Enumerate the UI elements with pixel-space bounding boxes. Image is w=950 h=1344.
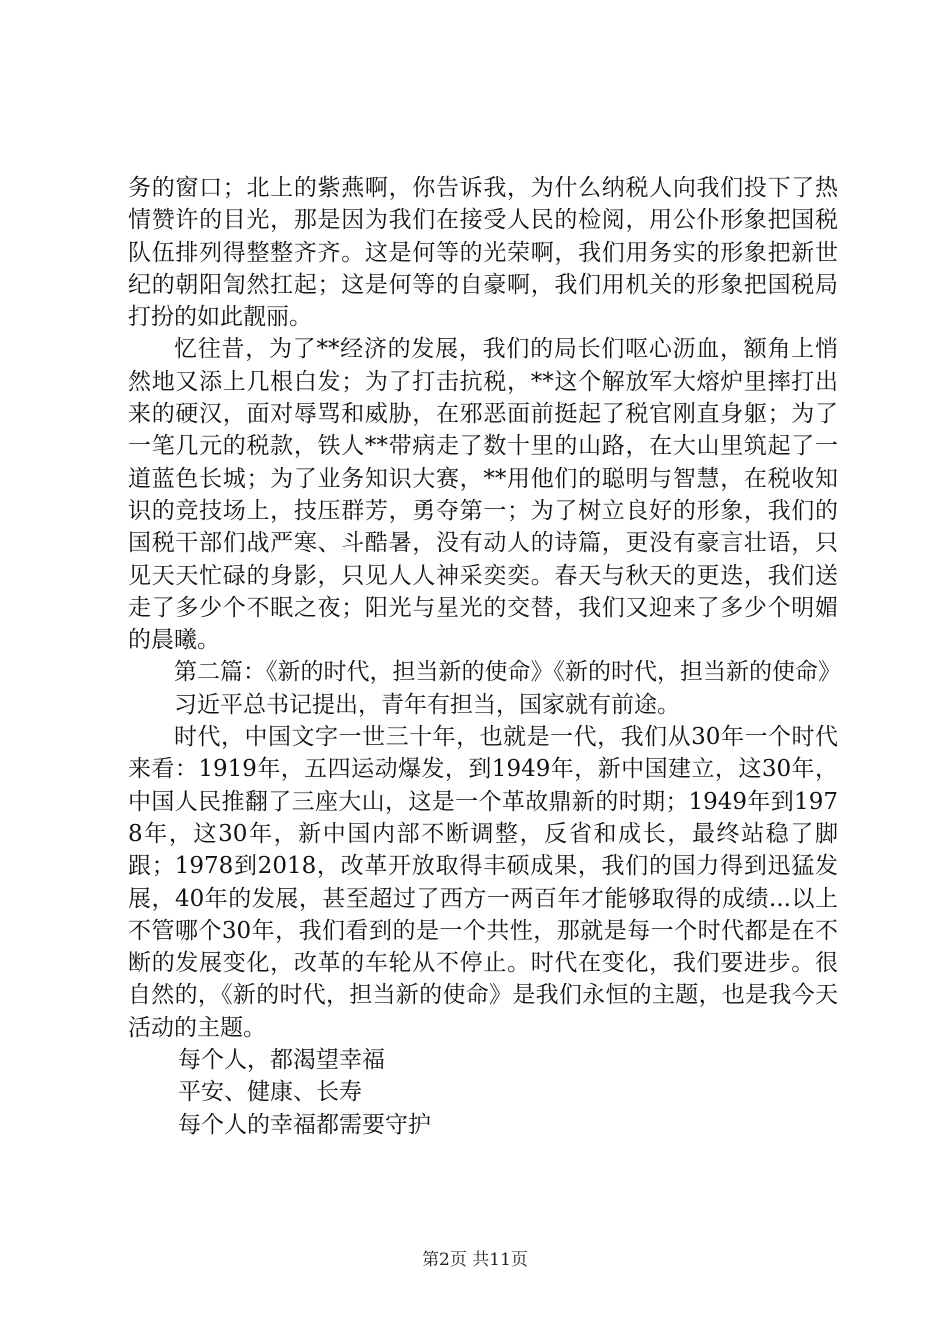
page-number: 第2页 共11页	[422, 1250, 528, 1270]
paragraph-quote: 习近平总书记提出，青年有担当，国家就有前途。	[174, 691, 680, 718]
paragraph-recollection: 忆往昔，为了**经济的发展，我们的局长们呕心沥血，额角上悄然地又添上几根白发；为了打击抗税，**这个解放军大熔炉里摔打出来的硬汉，面对辱骂和威胁，在邪恶面前挺起了税官刚直身躯；为了一笔几元的税款，铁人**带病走了数十里的山路，在大山里筑起了一道蓝色长城；为了业务知识大赛，**用他们的聪明与智慧，在税收知识的竞技场上，技压群芳，勇夺第一；为了树立良好的形象，我们的国税干部们战严寒、斗酷暑，没有动人的诗篇，更没有豪言壮语，只见天天忙碌的身影，只见人人神采奕奕。春天与秋天的更迭，我们送走了多少个不眠之夜；阳光与星光的交替，我们又迎来了多少个明媚的晨曦。	[128, 336, 838, 654]
verse-line: 每个人的幸福都需要守护	[178, 1111, 431, 1138]
verse-line: 平安、健康、长寿	[178, 1079, 362, 1106]
paragraph-continued: 务的窗口；北上的紫燕啊，你告诉我，为什么纳税人向我们投下了热情赞许的目光，那是因为我们在接受人民的检阅，用公仆形象把国税队伍排列得整整齐齐。这是何等的光荣啊，我们用务实的形象把新世纪的朝阳訇然扛起；这是何等的自豪啊，我们用机关的形象把国税局打扮的如此靓丽。	[128, 175, 838, 331]
verse-line: 每个人，都渴望幸福	[178, 1047, 385, 1074]
section-heading: 第二篇：《新的时代，担当新的使命》《新的时代，担当新的使命》	[174, 659, 841, 686]
paragraph-era: 时代，中国文字一世三十年，也就是一代，我们从30年一个时代来看：1919年，五四运动爆发，到1949年，新中国建立，这30年，中国人民推翻了三座大山，这是一个革故鼎新的时期；1949年到1978年，这30年，新中国内部不断调整，反省和成长，最终站稳了脚跟；1978到2018，改革开放取得丰硕成果，我们的国力得到迅猛发展，40年的发展，甚至超过了西方一两百年才能够取得的成绩...以上不管哪个30年，我们看到的是一个共性，那就是每一个时代都是在不断的发展变化，改革的车轮从不停止。时代在变化，我们要进步。很自然的，《新的时代，担当新的使命》是我们永恒的主题，也是我今天活动的主题。	[128, 724, 838, 1041]
document-body	[128, 172, 841, 1141]
